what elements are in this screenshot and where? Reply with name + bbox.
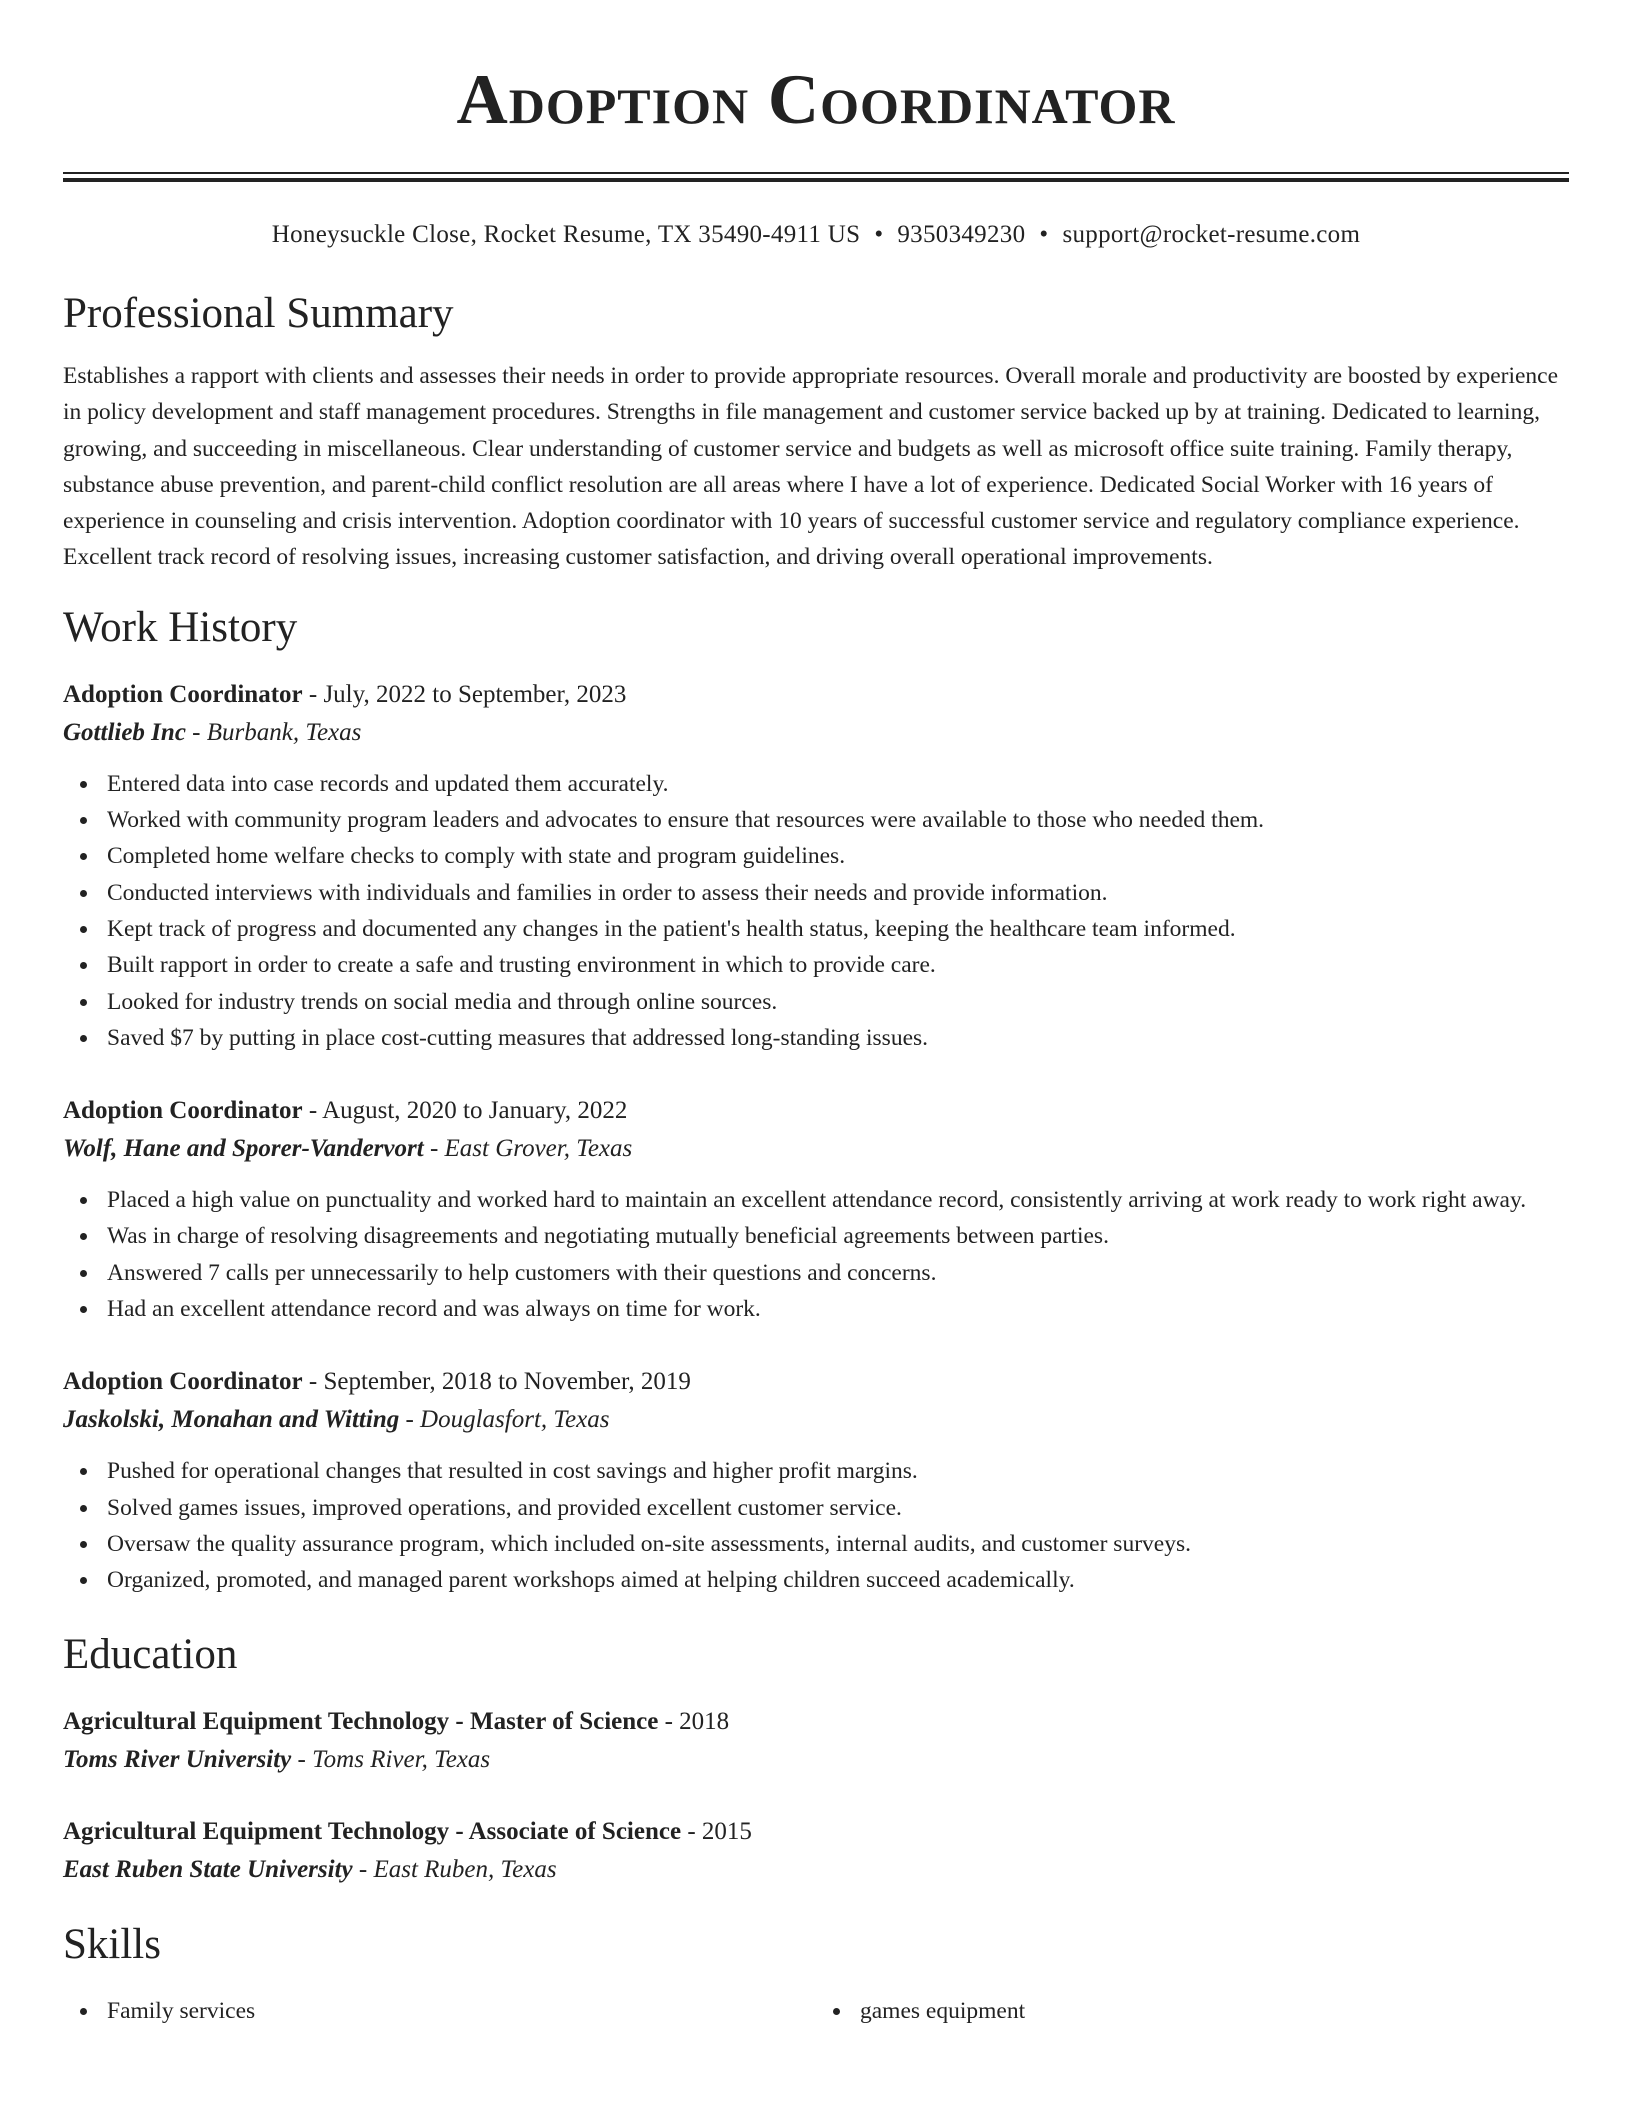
education-school: Toms River University: [63, 1745, 292, 1773]
resume-title: Adoption Coordinator: [456, 61, 1176, 139]
job-bullet: Saved $7 by putting in place cost-cutting measures that addressed long-standing issues.: [63, 1020, 1569, 1056]
job-location: - Douglasfort, Texas: [399, 1406, 610, 1434]
job-entry: [63, 1363, 1569, 1598]
contact-separator: •: [874, 221, 884, 248]
skills-column-right: [816, 1993, 1569, 2029]
education-location: - Toms River, Texas: [291, 1745, 491, 1773]
job-company: Jaskolski, Monahan and Witting: [63, 1406, 400, 1434]
job-company: Gottlieb Inc: [63, 718, 186, 746]
education-degree: Agricultural Equipment Technology - Master of Science: [63, 1707, 659, 1735]
skills-column-left: [63, 1993, 816, 2029]
job-dates: - July, 2022 to September, 2023: [302, 680, 627, 708]
job-bullets: [63, 1453, 1569, 1598]
education-entry: [63, 1813, 1569, 1889]
job-bullet: Organized, promoted, and managed parent workshops aimed at helping children succeed academically.: [63, 1562, 1569, 1598]
education-year: - 2018: [658, 1707, 730, 1735]
education-degree: Agricultural Equipment Technology - Associate of Science: [63, 1817, 682, 1845]
skills-list: [63, 1993, 1569, 2029]
job-bullets: [63, 1182, 1569, 1327]
job-title: Adoption Coordinator: [63, 680, 303, 708]
skill-item: games equipment: [816, 1993, 1569, 2029]
job-bullet: Placed a high value on punctuality and worked hard to maintain an excellent attendance record, consistently arriving at work ready to work right away.: [63, 1182, 1569, 1218]
education-header: [63, 1703, 1569, 1741]
job-header: [63, 676, 1569, 714]
contact-address: Honeysuckle Close, Rocket Resume, TX 35490-4911 US: [271, 221, 861, 248]
job-bullet: Was in charge of resolving disagreements and negotiating mutually beneficial agreements between parties.: [63, 1218, 1569, 1254]
job-title: Adoption Coordinator: [63, 1368, 303, 1396]
section-heading-work-history: Work History: [63, 603, 298, 651]
job-bullet: Pushed for operational changes that resulted in cost savings and higher profit margins.: [63, 1453, 1569, 1489]
job-company: Wolf, Hane and Sporer-Vandervort: [63, 1135, 424, 1163]
job-bullet: Answered 7 calls per unnecessarily to help customers with their questions and concerns.: [63, 1255, 1569, 1291]
education-school-line: [63, 1741, 1569, 1779]
contact-line: [63, 218, 1569, 252]
job-bullet: Oversaw the quality assurance program, which included on-site assessments, internal audits, and customer surveys.: [63, 1526, 1569, 1562]
education-entry: [63, 1703, 1569, 1779]
contact-email: support@rocket-resume.com: [1062, 221, 1361, 248]
summary-text: Establishes a rapport with clients and assesses their needs in order to provide appropriate resources. Overall morale and productivity are boosted by experience in policy development and staff management procedures. Strengths in file management and customer service backed up by at training. Dedicated to learning, growing, and succeeding in miscellaneous. Clear understanding of customer service and budgets as well as microsoft office suite training. Family therapy, substance abuse prevention, and parent-child conflict resolution are all areas where I have a lot of experience. Dedicated Social Worker with 16 years of experience in counseling and crisis intervention. Adoption coordinator with 10 years of successful customer service and regulatory compliance experience. Excellent track record of resolving issues, increasing customer satisfaction, and driving overall operational improvements.: [63, 363, 1559, 571]
job-company-line: [63, 1130, 1569, 1168]
job-company-line: [63, 714, 1569, 752]
job-entry: [63, 1092, 1569, 1327]
section-heading-education: Education: [63, 1630, 238, 1678]
section-heading-summary: Professional Summary: [63, 290, 454, 337]
job-bullet: Conducted interviews with individuals and families in order to assess their needs and provide information.: [63, 875, 1569, 911]
job-location: - Burbank, Texas: [185, 718, 362, 746]
job-company-line: [63, 1401, 1569, 1439]
section-heading-skills: Skills: [63, 1920, 161, 1968]
skill-item: Family services: [63, 1993, 816, 2029]
job-bullet: Worked with community program leaders and advocates to ensure that resources were available to those who needed them.: [63, 802, 1569, 838]
job-bullet: Looked for industry trends on social media and through online sources.: [63, 984, 1569, 1020]
job-bullets: [63, 766, 1569, 1056]
education-school: East Ruben State University: [63, 1855, 353, 1883]
job-bullet: Completed home welfare checks to comply with state and program guidelines.: [63, 838, 1569, 874]
education-year: - 2015: [681, 1817, 752, 1845]
education-school-line: [63, 1851, 1569, 1889]
contact-phone: 9350349230: [897, 221, 1026, 248]
job-bullet: Solved games issues, improved operations, and provided excellent customer service.: [63, 1490, 1569, 1526]
job-bullet: Built rapport in order to create a safe and trusting environment in which to provide care.: [63, 947, 1569, 983]
job-dates: - August, 2020 to January, 2022: [302, 1097, 628, 1125]
job-header: [63, 1363, 1569, 1401]
job-location: - East Grover, Texas: [423, 1135, 633, 1163]
job-bullet: Had an excellent attendance record and was always on time for work.: [63, 1291, 1569, 1327]
education-header: [63, 1813, 1569, 1851]
job-header: [63, 1092, 1569, 1130]
job-dates: - September, 2018 to November, 2019: [302, 1368, 691, 1396]
job-entry: [63, 676, 1569, 1056]
job-title: Adoption Coordinator: [63, 1097, 303, 1125]
contact-separator: •: [1039, 221, 1049, 248]
job-bullet: Kept track of progress and documented any changes in the patient's health status, keeping the healthcare team informed.: [63, 911, 1569, 947]
education-location: - East Ruben, Texas: [352, 1855, 557, 1883]
title-divider: [63, 172, 1569, 182]
job-bullet: Entered data into case records and updated them accurately.: [63, 766, 1569, 802]
